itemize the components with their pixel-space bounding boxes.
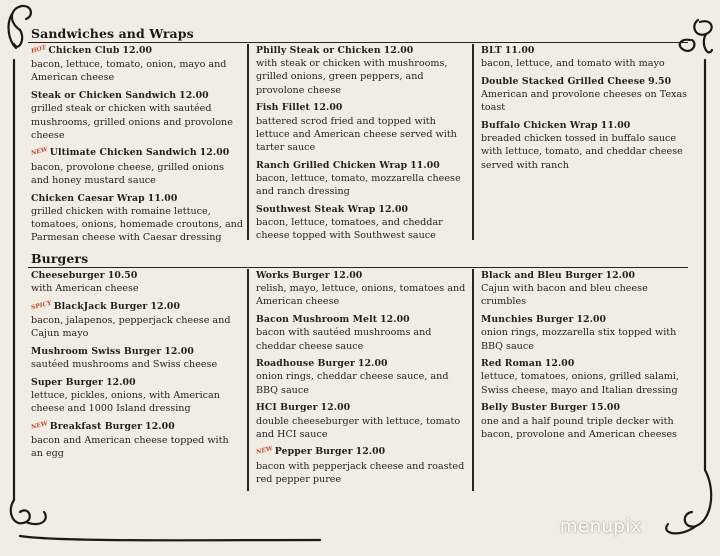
menu-item [31,345,243,371]
item-price: 15.00 [590,402,621,414]
item-price: 12.00 [380,314,410,326]
menu-item [256,159,468,199]
item-price: 11.00 [504,45,535,56]
item-price: 12.00 [106,376,136,388]
item-price: 12.00 [122,45,153,56]
column-divider [472,269,474,491]
item-name: BLT [481,45,502,56]
item-name: Breakfast Burger [49,421,143,433]
item-name: Ultimate Chicken Sandwich [49,147,197,159]
sandwiches-col2 [256,44,468,247]
item-name: Belly Buster Burger [481,402,588,414]
item-price: 12.00 [179,90,209,102]
menu-item [31,146,243,187]
item-price: 12.00 [358,358,388,370]
item-name: Super Burger [31,376,104,388]
item-price: 9.50 [648,75,672,87]
new-tag: NEW [30,146,49,158]
item-price: 11.00 [147,192,178,204]
burgers-col3 [481,269,691,445]
item-price: 12.00 [383,45,414,56]
new-tag: NEW [30,420,49,431]
item-name: Southwest Steak Wrap [256,203,376,215]
item-name: Munchies Burger [481,314,574,326]
spicy-tag: SPICY [30,299,53,312]
hot-tag: HOT [30,44,47,55]
item-price: 12.00 [150,300,181,312]
item-description: onion rings, mozzarella stix topped with BBQ sauce [481,327,677,352]
column-divider [247,269,249,491]
item-description: grilled steak or chicken with sautéed mushrooms, grilled onions and provolone cheese [31,103,233,141]
item-description: bacon, lettuce, tomato, mozzarella cheese and ranch dressing [256,172,461,198]
item-description: sautéed mushrooms and Swiss cheese [31,359,218,371]
item-name: Mushroom Swiss Burger [31,346,162,358]
item-price: 12.00 [312,102,343,114]
menu-item [31,89,243,142]
menu-item [256,269,468,309]
item-name: Fish Fillet [256,102,310,114]
item-description: with American cheese [31,283,139,295]
item-description: one and a half pound triple decker with bacon, provolone and American cheeses [481,415,677,440]
sandwiches-col1 [31,44,243,249]
item-description: lettuce, tomatoes, onions, grilled salami, Swiss cheese, mayo and Italian dressing [481,371,680,396]
menu-item [256,313,468,353]
item-price: 12.00 [332,270,363,281]
menu-item [256,357,468,397]
menu-item [481,313,691,353]
menu-item [256,101,468,154]
column-divider [472,44,474,240]
menu-item [481,269,691,309]
item-price: 12.00 [378,203,409,215]
item-description: American and provolone cheeses on Texas toast [481,89,688,114]
item-description: battered scrod fried and topped with lettuce and American cheese served with tarter sauce [256,115,457,153]
item-description: breaded chicken tossed in buffalo sauce with lettuce, tomato, and cheddar cheese served with ranch [481,133,683,171]
item-name: Philly Steak or Chicken [256,45,381,56]
item-price: 12.00 [320,402,351,414]
item-price: 11.00 [410,159,440,171]
burgers-col1 [31,269,243,465]
section-title-sandwiches: Sandwiches and Wraps [31,26,194,41]
item-name: Double Stacked Grilled Cheese [481,75,646,87]
item-name: Chicken Club [48,45,120,56]
item-price: 11.00 [600,120,631,132]
menu-item [481,119,691,172]
item-description: bacon, lettuce, tomato, onion, mayo and American cheese [31,59,227,84]
menu-item [31,269,243,295]
item-name: Steak or Chicken Sandwich [31,90,177,102]
item-description: bacon with sautéed mushrooms and cheddar cheese sauce [256,327,432,352]
item-name: BlackJack Burger [53,300,148,312]
item-price: 12.00 [355,446,386,458]
menu-item [31,300,243,341]
item-name: Black and Bleu Burger [481,270,603,281]
item-description: grilled chicken with romaine lettuce, tomatoes, onions, homemade croutons, and Parmesan cheese with Caesar dressing [31,205,243,244]
item-name: Bacon Mushroom Melt [256,314,378,326]
menu-item [256,44,468,97]
item-price: 12.00 [145,421,175,433]
item-description: bacon, lettuce, tomatoes, and cheddar cheese topped with Southwest sauce [256,216,443,242]
menu-item [256,401,468,441]
item-description: bacon with pepperjack cheese and roasted red pepper puree [256,460,465,485]
item-price: 12.00 [199,147,230,159]
item-name: Roadhouse Burger [256,358,355,370]
item-description: with steak or chicken with mushrooms, grilled onions, green peppers, and provolone cheese [256,58,448,96]
menu-item [31,376,243,416]
item-description: double cheeseburger with lettuce, tomato and HCI sauce [256,415,461,440]
item-description: bacon, lettuce, and tomato with mayo [481,58,665,70]
item-name: Red Roman [481,358,542,370]
item-name: Ranch Grilled Chicken Wrap [256,159,408,171]
burgers-col2 [256,269,468,491]
item-name: Works Burger [256,270,330,281]
menu-item [481,357,691,397]
item-name: Pepper Burger [274,446,353,458]
menu-item [31,192,243,245]
menu-item [31,44,243,85]
section-title-burgers: Burgers [31,251,89,266]
watermark: menupix [560,516,643,537]
menu-item [256,203,468,243]
item-description: Cajun with bacon and bleu cheese crumbles [481,283,648,308]
sandwiches-col3 [481,44,691,176]
item-description: relish, mayo, lettuce, onions, tomatoes and American cheese [256,283,466,308]
item-name: HCI Burger [256,402,318,414]
menu-item [481,401,691,441]
column-divider [247,44,249,240]
item-name: Cheeseburger [31,270,105,281]
item-price: 12.00 [576,314,607,326]
menu-item [31,420,243,461]
menu-item [481,75,691,115]
item-price: 12.00 [164,346,194,358]
menu-item [256,445,468,486]
item-name: Buffalo Chicken Wrap [481,120,598,132]
item-description: bacon, provolone cheese, grilled onions and honey mustard sauce [31,161,225,186]
item-description: lettuce, pickles, onions, with American cheese and 1000 Island dressing [31,390,220,415]
item-description: bacon, jalapenos, pepperjack cheese and Cajun mayo [31,315,231,340]
item-price: 12.00 [605,270,636,281]
new-tag: NEW [255,445,274,457]
menu-item [481,44,691,70]
item-price: 12.00 [544,358,575,370]
item-price: 10.50 [107,270,138,281]
item-name: Chicken Caesar Wrap [31,192,145,204]
item-description: bacon and American cheese topped with an egg [31,435,229,460]
item-description: onion rings, cheddar cheese sauce, and BBQ sauce [256,371,449,396]
